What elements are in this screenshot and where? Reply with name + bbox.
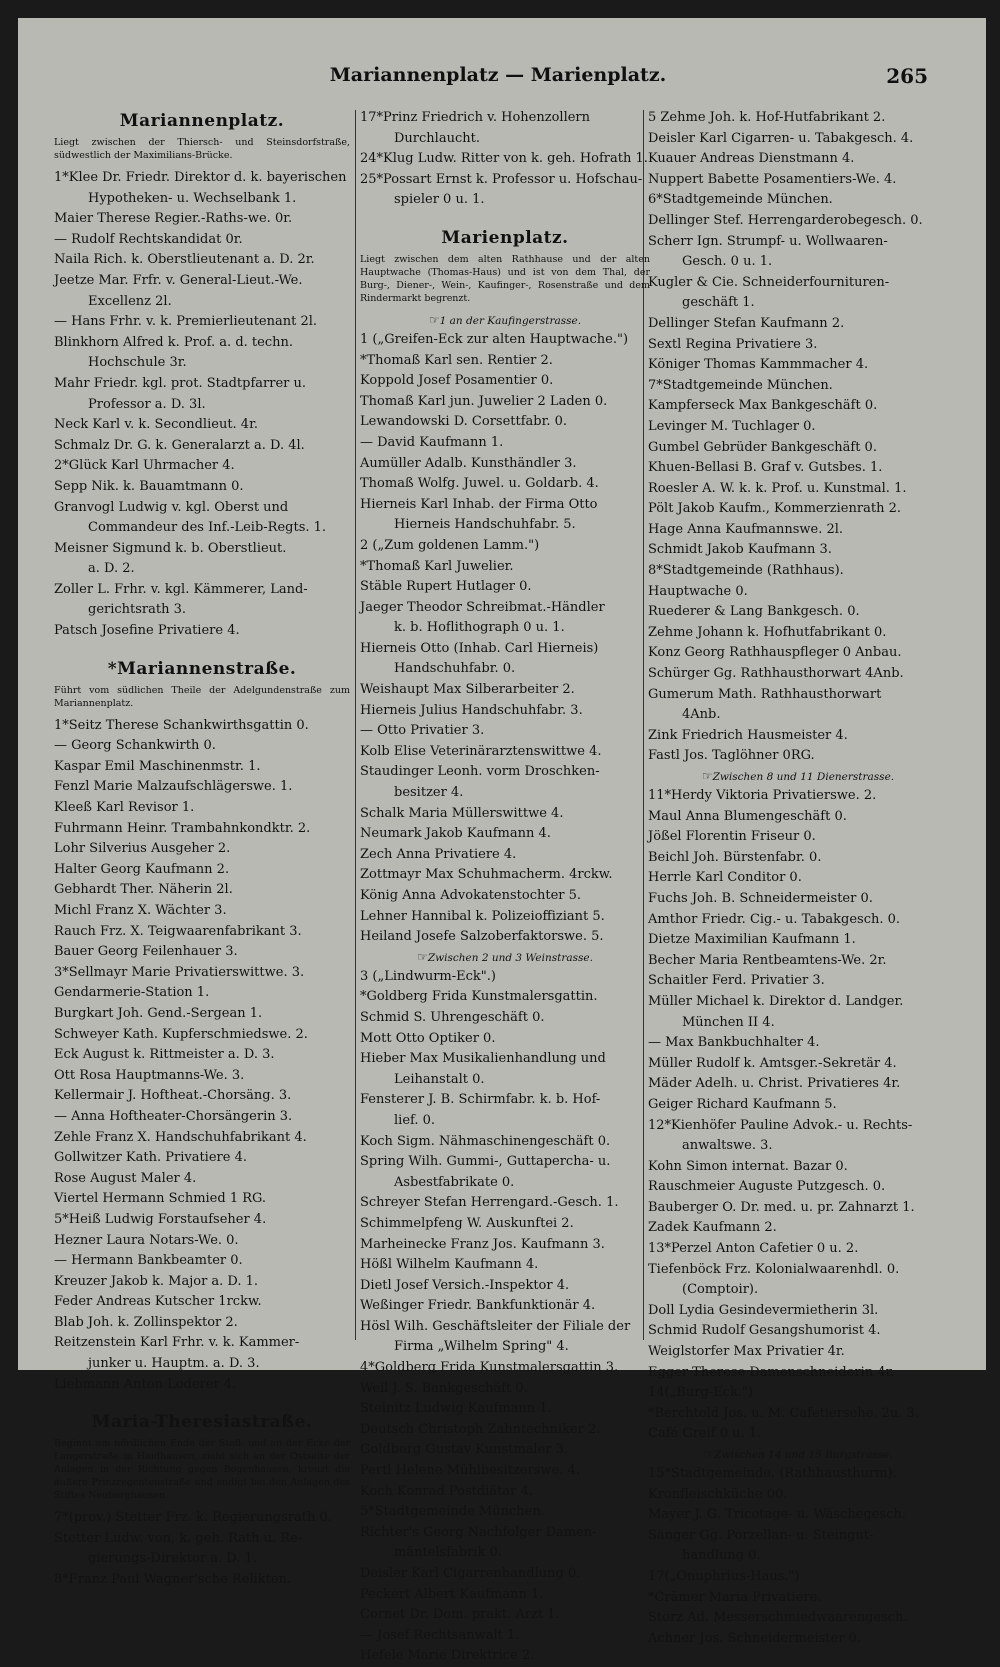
directory-entry-continuation: besitzer 4. xyxy=(394,785,464,801)
directory-entry: 25*Possart Ernst k. Professor u. Hofschau- xyxy=(360,171,643,187)
directory-entry: Fensterer J. B. Schirmfabr. k. b. Hof- xyxy=(360,1092,601,1108)
directory-entry: Schmalz Dr. G. k. Generalarzt a. D. 4l. xyxy=(54,437,305,453)
directory-entry: Gebhardt Ther. Näherin 2l. xyxy=(54,882,233,898)
directory-entry: — Anna Hoftheater-Chorsängerin 3. xyxy=(54,1108,293,1124)
directory-entry: Lewandowski D. Corsettfabr. 0. xyxy=(360,414,568,430)
directory-entry-continuation: Excellenz 2l. xyxy=(88,293,172,309)
directory-entry: Zink Friedrich Hausmeister 4. xyxy=(648,727,848,743)
directory-entry: 2 („Zum goldenen Lamm.") xyxy=(360,537,540,553)
directory-entry: 11*Herdy Viktoria Privatierswe. 2. xyxy=(648,788,877,803)
directory-entry: Heiland Josefe Salzoberfaktorswe. 5. xyxy=(360,929,604,945)
directory-entry: — Max Bankbuchhalter 4. xyxy=(648,1035,820,1051)
directory-entry: Sextl Regina Privatiere 3. xyxy=(648,336,818,352)
directory-entry: Beichl Joh. Bürstenfabr. 0. xyxy=(648,849,822,865)
directory-entry-continuation: Hochschule 3r. xyxy=(88,355,187,371)
directory-entry: Zech Anna Privatiere 4. xyxy=(360,846,517,862)
directory-entry: Pertl Helene Mühlbesitzerswe. 4. xyxy=(360,1463,580,1479)
directory-entry: Schaitler Ferd. Privatier 3. xyxy=(648,973,825,989)
directory-entry: Goldberg Gustav Kunstmaler 3. xyxy=(360,1442,568,1458)
directory-entry-continuation: 4Anb. xyxy=(682,707,721,723)
directory-entry: Kolb Elise Veterinärarztenswittwe 4. xyxy=(360,743,602,759)
directory-entry-continuation: Hierneis Handschuhfabr. 5. xyxy=(394,517,576,533)
directory-entry: 3 („Lindwurm-Eck".) xyxy=(360,968,496,984)
street-description: Liegt zwischen der Thiersch- und Steinsdorfstraße, südwestlich der Maximilians-Brücke. xyxy=(54,137,350,161)
directory-entry: Lohr Silverius Ausgeher 2. xyxy=(54,841,231,857)
directory-entry: Kaspar Emil Maschinenmstr. 1. xyxy=(54,758,261,774)
directory-entry: — Otto Privatier 3. xyxy=(360,723,485,739)
directory-entry: Hösl Wilh. Geschäftsleiter der Filiale der xyxy=(360,1318,631,1334)
directory-entry: Meisner Sigmund k. b. Oberstlieut. xyxy=(54,540,287,556)
directory-entry-continuation: Firma „Wilhelm Spring" 4. xyxy=(394,1339,569,1355)
street-heading: *Mariannenstraße. xyxy=(107,658,297,679)
directory-entry: — Rudolf Rechtskandidat 0r. xyxy=(54,231,243,247)
directory-entry: Levinger M. Tuchlager 0. xyxy=(648,418,816,434)
directory-entry: Schreyer Stefan Herrengard.-Gesch. 1. xyxy=(360,1195,619,1211)
directory-entry: Bauer Georg Feilenhauer 3. xyxy=(54,944,238,960)
directory-entry: Kellermair J. Hoftheat.-Chorsäng. 3. xyxy=(54,1088,292,1104)
directory-entry-continuation: (Comptoir). xyxy=(682,1282,759,1298)
directory-entry: 13*Perzel Anton Cafetier 0 u. 2. xyxy=(648,1241,859,1257)
directory-entry: Tiefenböck Frz. Kolonialwaarenhdl. 0. xyxy=(648,1261,900,1277)
directory-entry: Deisler Karl Cigarrenhandlung 0. xyxy=(360,1566,581,1581)
directory-entry: Zehle Franz X. Handschuhfabrikant 4. xyxy=(54,1129,307,1145)
directory-entry: Rose August Maler 4. xyxy=(54,1170,197,1186)
directory-entry: 4*Goldberg Frida Kunstmalersgattin 3. xyxy=(360,1360,619,1376)
directory-entry: Patsch Josefine Privatiere 4. xyxy=(54,623,240,639)
directory-entry: Mott Otto Optiker 0. xyxy=(360,1030,496,1046)
page-header xyxy=(18,64,986,94)
directory-entry: Schmid S. Uhrengeschäft 0. xyxy=(360,1009,545,1025)
directory-entry: Michl Franz X. Wächter 3. xyxy=(54,903,227,918)
directory-entry-continuation: geschäft 1. xyxy=(682,295,755,311)
directory-entry: 12*Kienhöfer Pauline Advok.- u. Rechts- xyxy=(648,1117,913,1133)
directory-entry: Richter's Georg Nachfolger Damen- xyxy=(360,1524,597,1540)
directory-entry: Schmidt Jakob Kaufmann 3. xyxy=(648,542,832,558)
directory-entry: Herrle Karl Conditor 0. xyxy=(648,870,802,886)
directory-entry: Fastl Jos. Taglöhner 0RG. xyxy=(648,748,815,764)
directory-entry: Schmid Rudolf Gesangshumorist 4. xyxy=(648,1323,881,1339)
directory-entry: Weßinger Friedr. Bankfunktionär 4. xyxy=(360,1298,596,1314)
directory-entry: Jeetze Mar. Frfr. v. General-Lieut.-We. xyxy=(54,272,303,288)
directory-entry: Khuen-Bellasi B. Graf v. Gutsbes. 1. xyxy=(648,460,883,476)
cross-street-marker: ☞ Zwischen 2 und 3 Weinstrasse. xyxy=(360,948,650,967)
directory-entry-continuation: anwaltswe. 3. xyxy=(682,1138,773,1154)
directory-entry: Koch Sigm. Nähmaschinengeschäft 0. xyxy=(360,1133,611,1149)
directory-entry: Gollwitzer Kath. Privatiere 4. xyxy=(54,1150,247,1166)
directory-entry-continuation: Durchlaucht. xyxy=(394,130,480,146)
street-description: Beginnt am nördlichen Ende der Stoll- und an der Ecke der Langerstraße in Haidhausen, zieht sich an der Ostseite der Anlagen in der Richtung gegen Bogenhausen, kreuzt die äußere Prinzregentenstraße und endigt bei den Anlagen des Stiftes Neuberghausen. xyxy=(54,1438,350,1502)
directory-entry: Schürger Gg. Rathhausthorwart 4Anb. xyxy=(648,666,904,682)
directory-entry: — Hermann Bankbeamter 0. xyxy=(54,1253,243,1269)
directory-entry-continuation: handlung 0. xyxy=(682,1548,761,1564)
directory-entry-continuation: gerichtsrath 3. xyxy=(88,602,187,618)
directory-entry: Geiger Richard Kaufmann 5. xyxy=(648,1096,837,1112)
directory-entry: Liebmann Anton Loderer 4. xyxy=(54,1376,237,1392)
directory-entry: Deutsch Christoph Zahntechniker 2. xyxy=(360,1421,601,1437)
directory-entry: Sänger Gg. Porzellan- u. Steingut- xyxy=(648,1527,874,1543)
directory-entry: Halter Georg Kaufmann 2. xyxy=(54,861,230,877)
directory-entry: Maul Anna Blumengeschäft 0. xyxy=(648,808,847,824)
directory-entry: Marheinecke Franz Jos. Kaufmann 3. xyxy=(360,1236,605,1252)
directory-page xyxy=(18,18,986,1664)
directory-entry: Neck Karl v. k. Secondlieut. 4r. xyxy=(54,417,258,433)
directory-entry: Reitzenstein Karl Frhr. v. k. Kammer- xyxy=(54,1335,300,1351)
directory-entry: Achner Jos. Schneidermeister 0. xyxy=(648,1630,861,1646)
directory-entry: Sepp Nik. k. Bauamtmann 0. xyxy=(54,478,244,494)
directory-entry: *Thomaß Karl Juwelier. xyxy=(360,558,514,574)
directory-entry: Doll Lydia Gesindevermietherin 3l. xyxy=(648,1302,879,1318)
directory-entry: Mäder Adelh. u. Christ. Privatieres 4r. xyxy=(648,1076,901,1092)
directory-entry: Kampferseck Max Bankgeschäft 0. xyxy=(648,398,878,414)
directory-entry: Rauch Frz. X. Teigwaarenfabrikant 3. xyxy=(54,923,302,939)
directory-entry: Zehme Johann k. Hofhutfabrikant 0. xyxy=(648,624,887,640)
directory-entry: Dellinger Stef. Herrengarderobegesch. 0. xyxy=(648,212,923,228)
column-left xyxy=(54,108,350,1588)
directory-entry: Koch Konrad Postdiätar 4. xyxy=(360,1483,533,1499)
directory-entry: Müller Michael k. Direktor d. Landger. xyxy=(648,993,904,1009)
directory-entry-continuation: mäntelsfabrik 0. xyxy=(394,1545,502,1561)
directory-entry-continuation: lief. 0. xyxy=(394,1112,436,1128)
directory-entry: Pölt Jakob Kaufm., Kommerzienrath 2. xyxy=(648,501,901,517)
directory-entry: 1 („Greifen-Eck zur alten Hauptwache.") xyxy=(360,331,629,347)
directory-entry: Scherr Ign. Strumpf- u. Wollwaaren- xyxy=(648,233,888,249)
column-divider xyxy=(355,110,356,1340)
directory-entry: 3*Sellmayr Marie Privatierswittwe. 3. xyxy=(54,964,305,980)
directory-entry: Hage Anna Kaufmannswe. 2l. xyxy=(648,521,844,537)
directory-entry: 15*Stadtgemeinde. (Rathhausthurm). xyxy=(648,1466,897,1481)
directory-entry: *Crämer Maria Privatiere. xyxy=(648,1589,822,1605)
directory-entry: — Hans Frhr. v. k. Premierlieutenant 2l. xyxy=(54,314,318,330)
directory-entry: Storz Ad. Messerschmiedwaarengesch. xyxy=(648,1610,908,1626)
directory-entry: Kronfleischküche 00. xyxy=(648,1486,788,1502)
directory-entry: Mahr Friedr. kgl. prot. Stadtpfarrer u. xyxy=(54,375,306,391)
directory-entry: 24*Klug Ludw. Ritter von k. geh. Hofrath 1. xyxy=(360,151,648,167)
directory-entry: Blab Joh. k. Zollinspektor 2. xyxy=(54,1314,238,1330)
directory-entry: 7*(prov.) Stetter Frz. k. Regierungsrath 0. xyxy=(54,1510,332,1526)
directory-entry: Eck August k. Rittmeister a. D. 3. xyxy=(54,1047,275,1063)
directory-entry-continuation: a. D. 2. xyxy=(88,561,135,577)
directory-entry: Koppold Josef Posamentier 0. xyxy=(360,373,554,389)
directory-entry: Hieber Max Musikalienhandlung und xyxy=(360,1051,606,1067)
column-middle xyxy=(360,108,650,1664)
directory-entry: *Goldberg Frida Kunstmalersgattin. xyxy=(360,989,598,1005)
directory-entry-continuation: Professor a. D. 3l. xyxy=(88,396,206,412)
directory-entry: 14(„Burg-Eck.") xyxy=(648,1385,754,1401)
directory-entry: *Berchtold Jos. u. M. Cafetiersehe. 2u. 3. xyxy=(648,1405,919,1421)
directory-entry: Gumerum Math. Rathhausthorwart xyxy=(648,686,882,702)
directory-entry: Café Greif 0 u. 1. xyxy=(648,1426,762,1442)
directory-entry: Deisler Karl Cigarren- u. Tabakgesch. 4. xyxy=(648,130,914,146)
page-number: 265 xyxy=(886,64,928,88)
cross-street-marker: ☞ Zwischen 14 und 15 Burgstrasse. xyxy=(648,1445,948,1464)
directory-entry: Nuppert Babette Posamentiers-We. 4. xyxy=(648,171,897,187)
directory-entry: 1*Seitz Therese Schankwirthsgattin 0. xyxy=(54,717,309,733)
directory-entry: Bauberger O. Dr. med. u. pr. Zahnarzt 1. xyxy=(648,1199,915,1215)
directory-entry: Fuchs Joh. B. Schneidermeister 0. xyxy=(648,890,873,906)
directory-entry: — Josef Rechtsanwalt 1. xyxy=(360,1627,520,1643)
street-heading: Marienplatz. xyxy=(441,227,569,248)
directory-entry: Maier Therese Regier.-Raths-we. 0r. xyxy=(54,211,293,227)
directory-entry: 7*Stadtgemeinde München. xyxy=(648,377,833,393)
directory-entry: — David Kaufmann 1. xyxy=(360,434,504,450)
directory-entry-continuation: Gesch. 0 u. 1. xyxy=(682,254,773,270)
directory-entry: Hierneis Otto (Inhab. Carl Hierneis) xyxy=(360,640,599,656)
directory-entry: Jaeger Theodor Schreibmat.-Händler xyxy=(360,599,605,615)
directory-entry: Fenzl Marie Malzaufschlägerswe. 1. xyxy=(54,779,293,795)
directory-entry: Feder Andreas Kutscher 1rckw. xyxy=(54,1294,262,1310)
directory-entry: Gumbel Gebrüder Bankgeschäft 0. xyxy=(648,439,877,455)
directory-entry: Hauptwache 0. xyxy=(648,583,748,599)
directory-entry: 5 Zehme Joh. k. Hof-Hutfabrikant 2. xyxy=(648,110,886,125)
directory-entry: Zadek Kaufmann 2. xyxy=(648,1220,777,1236)
directory-entry: Steinitz Ludwig Kaufmann 1. xyxy=(360,1401,552,1417)
directory-entry: Burgkart Joh. Gend.-Sergean 1. xyxy=(54,1005,263,1021)
directory-entry: 8*Franz Paul Wagner'sche Relikten. xyxy=(54,1572,292,1588)
directory-entry: Fuhrmann Heinr. Trambahnkondktr. 2. xyxy=(54,820,311,836)
directory-entry: *Thomaß Karl sen. Rentier 2. xyxy=(360,352,553,368)
cross-street-marker: ☞ Zwischen 8 und 11 Dienerstrasse. xyxy=(648,767,948,786)
directory-entry: Schweyer Kath. Kupferschmiedswe. 2. xyxy=(54,1026,308,1042)
directory-entry-continuation: k. b. Hoflithograph 0 u. 1. xyxy=(394,620,565,636)
directory-entry: Schalk Maria Müllerswittwe 4. xyxy=(360,805,564,821)
directory-entry: Neumark Jakob Kaufmann 4. xyxy=(360,826,551,842)
directory-entry: Konz Georg Rathhauspfleger 0 Anbau. xyxy=(648,645,902,661)
directory-entry-continuation: junker u. Hauptm. a. D. 3. xyxy=(88,1356,260,1372)
directory-entry: 8*Stadtgemeinde (Rathhaus). xyxy=(648,563,844,579)
running-title: Mariannenplatz — Marienplatz. xyxy=(329,64,667,86)
street-heading: Maria-Theresiastraße. xyxy=(91,1412,313,1433)
directory-entry: Thomaß Karl jun. Juwelier 2 Laden 0. xyxy=(360,393,608,409)
directory-entry: Cornet Dr. Dom. prakt. Arzt 1. xyxy=(360,1607,560,1623)
directory-entry: Ott Rosa Hauptmanns-We. 3. xyxy=(54,1067,245,1083)
directory-entry: Hößl Wilhelm Kaufmann 4. xyxy=(360,1257,539,1273)
directory-entry: Königer Thomas Kammmacher 4. xyxy=(648,357,869,373)
directory-entry: Peckert Albert Kaufmann 1. xyxy=(360,1586,544,1602)
directory-entry: Rauschmeier Auguste Putzgesch. 0. xyxy=(648,1179,886,1195)
directory-entry: Blinkhorn Alfred k. Prof. a. d. techn. xyxy=(54,334,293,350)
directory-entry: 2*Glück Karl Uhrmacher 4. xyxy=(54,458,235,474)
directory-entry: Amthor Friedr. Cig.- u. Tabakgesch. 0. xyxy=(648,911,901,927)
directory-entry: Zottmayr Max Schuhmacherm. 4rckw. xyxy=(360,867,613,883)
cross-street-marker: ☞ 1 an der Kaufingerstrasse. xyxy=(360,311,650,330)
directory-entry: Schimmelpfeng W. Auskunftei 2. xyxy=(360,1215,574,1231)
directory-entry: Hezner Laura Notars-We. 0. xyxy=(54,1232,239,1248)
directory-entry: Lehner Hannibal k. Polizeioffiziant 5. xyxy=(360,908,605,924)
directory-entry: — Georg Schankwirth 0. xyxy=(54,738,216,754)
directory-entry: Viertel Hermann Schmied 1 RG. xyxy=(54,1191,267,1207)
directory-entry: Dietl Josef Versich.-Inspektor 4. xyxy=(360,1277,570,1293)
directory-entry-continuation: Handschuhfabr. 0. xyxy=(394,661,516,677)
directory-entry: Jößel Florentin Friseur 0. xyxy=(648,829,816,845)
directory-entry: Dietze Maximilian Kaufmann 1. xyxy=(648,932,856,948)
directory-entry: Naila Rich. k. Oberstlieutenant a. D. 2r. xyxy=(54,252,315,268)
directory-entry: Granvogl Ludwig v. kgl. Oberst und xyxy=(54,499,289,515)
directory-entry: 1*Klee Dr. Friedr. Direktor d. k. bayerischen xyxy=(54,170,347,185)
directory-entry: 17(„Onuphrius-Haus.") xyxy=(648,1568,800,1584)
directory-entry: Zoller L. Frhr. v. kgl. Kämmerer, Land- xyxy=(54,581,308,597)
directory-entry: Aumüller Adalb. Kunsthändler 3. xyxy=(360,455,577,471)
directory-entry-continuation: München II 4. xyxy=(682,1014,775,1030)
directory-entry-continuation: Leihanstalt 0. xyxy=(394,1071,485,1087)
directory-entry: 5*Stadtgemeinde München. xyxy=(360,1504,545,1520)
directory-entry-continuation: Asbestfabrikate 0. xyxy=(394,1174,515,1190)
directory-entry: Roesler A. W. k. k. Prof. u. Kunstmal. 1. xyxy=(648,480,907,496)
street-heading: Mariannenplatz. xyxy=(119,111,285,131)
directory-entry: 6*Stadtgemeinde München. xyxy=(648,192,833,208)
directory-entry: Kohn Simon internat. Bazar 0. xyxy=(648,1158,848,1174)
directory-entry: Stetter Ludw. von, k. geh. Rath u. Re- xyxy=(54,1530,303,1546)
directory-entry: Ruederer & Lang Bankgesch. 0. xyxy=(648,604,860,620)
directory-entry: Weiglstorfer Max Privatier 4r. xyxy=(648,1344,845,1360)
directory-entry: Gendarmerie-Station 1. xyxy=(54,985,210,1001)
directory-entry: Weishaupt Max Silberarbeiter 2. xyxy=(360,682,575,698)
directory-entry: Stäble Rupert Hutlager 0. xyxy=(360,579,532,595)
directory-entry: Müller Rudolf k. Amtsger.-Sekretär 4. xyxy=(648,1055,897,1071)
directory-entry: Dellinger Stefan Kaufmann 2. xyxy=(648,315,845,331)
directory-entry: 5*Heiß Ludwig Forstaufseher 4. xyxy=(54,1211,267,1227)
directory-entry: Weil J. S. Bankgeschäft 0. xyxy=(360,1380,528,1396)
directory-entry: Spring Wilh. Gummi-, Guttapercha- u. xyxy=(360,1154,611,1170)
directory-entry: Kleeß Karl Revisor 1. xyxy=(54,800,195,816)
directory-entry: Kuauer Andreas Dienstmann 4. xyxy=(648,151,855,167)
directory-entry: Becher Maria Rentbeamtens-We. 2r. xyxy=(648,952,887,968)
directory-entry: Kugler & Cie. Schneiderfournituren- xyxy=(648,274,890,290)
street-description: Führt vom südlichen Theile der Adelgundenstraße zum Mariannenplatz. xyxy=(54,684,350,709)
directory-entry-continuation: Commandeur des Inf.-Leib-Regts. 1. xyxy=(88,520,327,536)
directory-entry: Hefele Marie Direktrice 2. xyxy=(360,1648,535,1664)
directory-entry-continuation: spieler 0 u. 1. xyxy=(394,192,485,208)
directory-entry: Staudinger Leonh. vorm Droschken- xyxy=(360,764,600,780)
directory-entry: Mayer J. G. Tricotage- u. Wäschegesch. xyxy=(648,1507,906,1523)
directory-entry: Hierneis Karl Inhab. der Firma Otto xyxy=(360,496,598,512)
column-right xyxy=(648,108,948,1646)
street-description: Liegt zwischen dem alten Rathhause und der alten Hauptwache (Thomas-Haus) und ist von dem Thal, der Burg-, Diener-, Wein-, Kaufinger-, Rosenstraße und dem Rindermarkt begrenzt. xyxy=(360,253,650,304)
directory-entry: Egger Therese Damenschneiderin 4r. xyxy=(648,1364,895,1380)
directory-entry: 17*Prinz Friedrich v. Hohenzollern xyxy=(360,110,591,125)
directory-entry-continuation: Hypotheken- u. Wechselbank 1. xyxy=(88,190,297,206)
directory-entry: König Anna Advokatenstochter 5. xyxy=(360,888,582,903)
directory-entry: Hierneis Julius Handschuhfabr. 3. xyxy=(360,702,583,718)
directory-entry: Thomaß Wolfg. Juwel. u. Goldarb. 4. xyxy=(360,476,599,492)
directory-entry: Kreuzer Jakob k. Major a. D. 1. xyxy=(54,1273,259,1289)
directory-entry-continuation: gierungs-Direktor a. D. 1. xyxy=(88,1551,257,1567)
